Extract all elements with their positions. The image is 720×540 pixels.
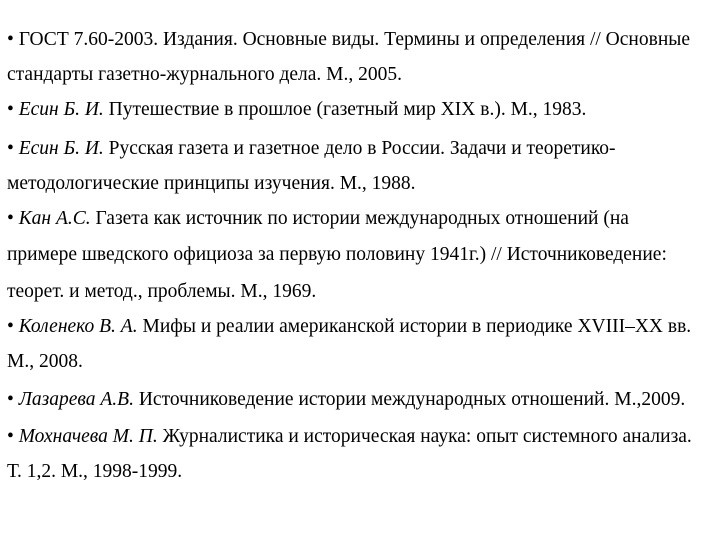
entry-line — [7, 98, 586, 122]
bullet: • — [7, 316, 14, 337]
entry-text: Путешествие в прошлое (газетный мир XIX в.). М., 1983. — [103, 99, 587, 120]
entry-author: Кан А.С. — [18, 208, 91, 229]
entry-text: ГОСТ 7.60-2003. Издания. Основные виды. Термины и определения // Основные — [18, 29, 691, 50]
entry-text: Мифы и реалии американской истории в периодике XVIII–XX вв. — [137, 316, 692, 337]
entry-text: теорет. и метод., проблемы. М., 1969. — [7, 281, 317, 302]
entry-line — [7, 315, 691, 339]
entry-line — [7, 28, 690, 52]
entry-text: Русская газета и газетное дело в России. Задачи и теоретико- — [103, 138, 616, 159]
entry-line — [7, 280, 316, 304]
entry-author: Коленеко В. А. — [18, 316, 138, 337]
entry-author: Есин Б. И. — [18, 99, 104, 120]
entry-author: Есин Б. И. — [18, 138, 104, 159]
entry-text: Газета как источник по истории международных отношений (на — [90, 208, 629, 229]
entry-text: Т. 1,2. М., 1998-1999. — [7, 461, 183, 482]
entry-line — [7, 243, 667, 267]
entry-line — [7, 388, 685, 412]
entry-text: М., 2008. — [7, 351, 83, 372]
entry-text: примере шведского официоза за первую половину 1941г.) // Источниковедение: — [7, 244, 667, 265]
entry-text: стандарты газетно-журнального дела. М., 2005. — [7, 64, 403, 85]
entry-line — [7, 63, 402, 87]
bullet: • — [7, 29, 14, 50]
entry-author: Мохначева М. П. — [18, 426, 158, 447]
entry-line — [7, 207, 629, 231]
bullet: • — [7, 138, 14, 159]
entry-line — [7, 460, 182, 484]
entry-text: Источниковедение истории международных отношений. М.,2009. — [133, 389, 686, 410]
entry-author: Лазарева А.В. — [18, 389, 134, 410]
bullet: • — [7, 208, 14, 229]
entry-text: Журналистика и историческая наука: опыт системного анализа. — [157, 426, 692, 447]
bullet: • — [7, 426, 14, 447]
entry-line — [7, 172, 416, 196]
bullet: • — [7, 389, 14, 410]
entry-line — [7, 137, 616, 161]
entry-line — [7, 425, 692, 449]
entry-text: методологические принципы изучения. М., 1988. — [7, 173, 416, 194]
entry-line — [7, 350, 83, 374]
bullet: • — [7, 99, 14, 120]
